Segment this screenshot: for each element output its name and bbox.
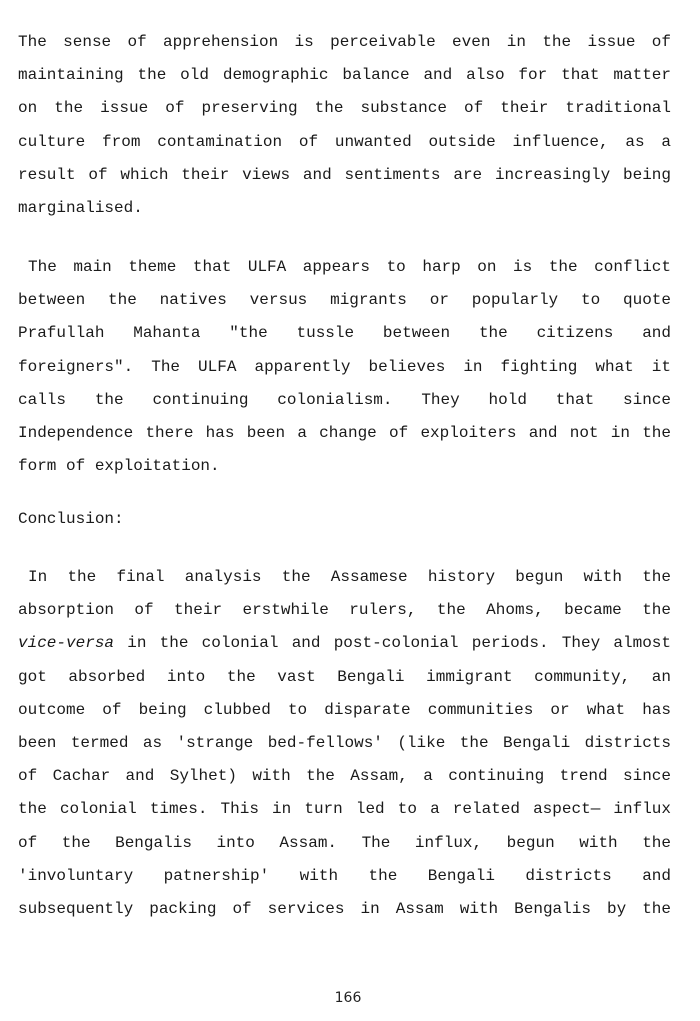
text-line: foreigners". The ULFA apparently believes in fighting what it bbox=[18, 357, 671, 376]
text-line: subsequently packing of services in Assam with Bengalis by the bbox=[18, 899, 671, 918]
page-number: 166 bbox=[334, 990, 362, 1006]
paragraph-conclusion bbox=[18, 561, 671, 926]
section-heading-conclusion: Conclusion: bbox=[18, 510, 124, 528]
text-line: the colonial times. This in turn led to a related aspect— influx bbox=[18, 800, 671, 819]
text-line: of Cachar and Sylhet) with the Assam, a continuing trend since bbox=[18, 767, 671, 786]
text-line: The sense of apprehension is perceivable even in the issue of bbox=[18, 33, 671, 51]
text-line bbox=[18, 627, 671, 660]
text-line: calls the continuing colonialism. They hold that since bbox=[18, 390, 671, 409]
text-line: The main theme that ULFA appears to harp on is the conflict bbox=[28, 258, 671, 276]
paragraph-ulfa-theme bbox=[18, 251, 671, 483]
text-line: maintaining the old demographic balance and also for that matter bbox=[18, 66, 671, 85]
italic-term: vice-versa bbox=[18, 634, 115, 653]
text-line: marginalised. bbox=[18, 198, 143, 217]
paragraph-apprehension bbox=[18, 26, 671, 225]
text-line: Prafullah Mahanta "the tussle between the citizens and bbox=[18, 324, 671, 343]
text-line: on the issue of preserving the substance of their traditional bbox=[18, 99, 671, 118]
text-fragment: in the colonial and post-colonial periods. They almost bbox=[114, 634, 671, 653]
text-line: between the natives versus migrants or popularly to quote bbox=[18, 291, 671, 310]
text-line: absorption of their erstwhile rulers, the Ahoms, became the bbox=[18, 601, 671, 620]
text-line: In the final analysis the Assamese history begun with the bbox=[28, 568, 671, 586]
text-line: of the Bengalis into Assam. The influx, begun with the bbox=[18, 833, 671, 852]
text-line: result of which their views and sentiments are increasingly being bbox=[18, 165, 671, 184]
text-line: been termed as 'strange bed-fellows' (like the Bengali districts bbox=[18, 733, 671, 752]
text-line: got absorbed into the vast Bengali immigrant community, an bbox=[18, 667, 671, 686]
text-line: Independence there has been a change of exploiters and not in the bbox=[18, 423, 671, 442]
text-line: form of exploitation. bbox=[18, 457, 220, 476]
text-line: culture from contamination of unwanted outside influence, as a bbox=[18, 132, 671, 151]
text-line: outcome of being clubbed to disparate communities or what has bbox=[18, 700, 671, 719]
text-line: 'involuntary patnership' with the Bengali districts and bbox=[18, 866, 671, 885]
